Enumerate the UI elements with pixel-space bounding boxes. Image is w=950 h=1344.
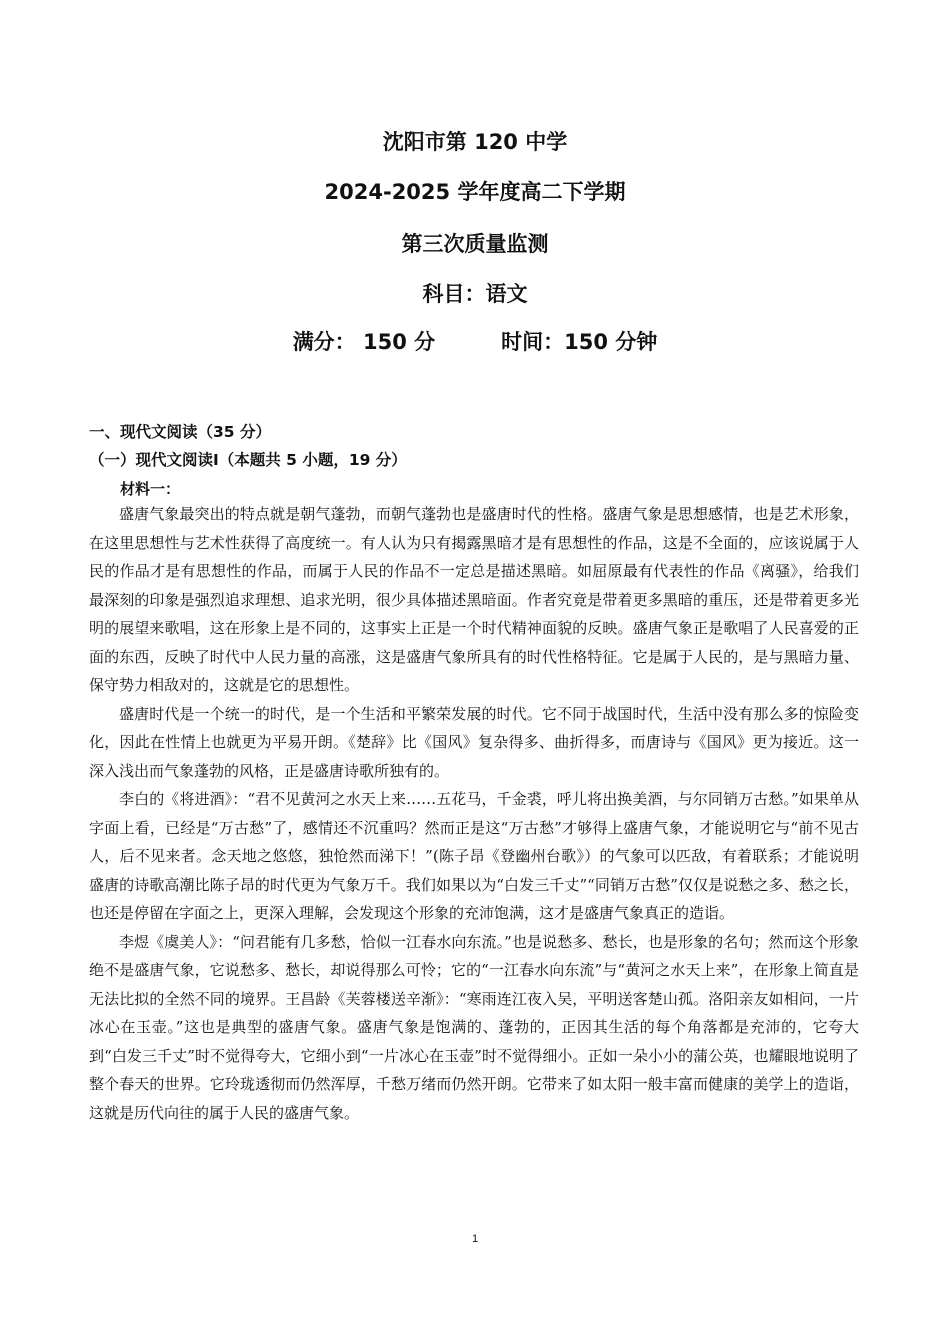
subject-title: 科目：语文 bbox=[422, 282, 528, 306]
exam-duration: 时间：150 分钟 bbox=[501, 330, 658, 354]
material-label: 材料一： bbox=[120, 480, 181, 498]
reading-passage bbox=[89, 500, 859, 1127]
full-score: 满分： 150 分 bbox=[292, 330, 436, 354]
exam-title: 第三次质量监测 bbox=[401, 232, 549, 256]
passage-paragraph: 李煜《虞美人》：“问君能有几多愁，恰似一江春水向东流。”也是说愁多、愁长，也是形象的名句；然而这个形象绝不是盛唐气象，它说愁多、愁长，却说得那么可怜；它的“一江春水向东流”与“黄河之水天上来”，在形象上简直是无法比拟的全然不同的境界。王昌龄《芙蓉楼送辛渐》：“寒雨连江夜入吴，平明送客楚山孤。洛阳亲友如相问，一片冰心在玉壶。”这也是典型的盛唐气象。盛唐气象是饱满的、蓬勃的，正因其生活的每个角落都是充沛的，它夸大到“白发三千丈”时不觉得夸大，它细小到“一片冰心在玉壶”时不觉得细小。正如一朵小小的蒲公英，也耀眼地说明了整个春天的世界。它玲珑透彻而仍然浑厚，千愁万绪而仍然开朗。它带来了如太阳一般丰富而健康的美学上的造诣，这就是历代向往的属于人民的盛唐气象。 bbox=[89, 932, 859, 1122]
part-title: 一、现代文阅读（35 分） bbox=[89, 423, 271, 441]
score-time-line bbox=[0, 326, 950, 356]
school-title: 沈阳市第 120 中学 bbox=[382, 130, 568, 154]
passage-paragraph: 李白的《将进酒》：“君不见黄河之水天上来……五花马，千金裘，呼儿将出换美酒，与尔同销万古愁。”如果单从字面上看，已经是“万古愁”了，感情还不沉重吗？然而正是这“万古愁”才够得上盛唐气象，才能说明它与“前不见古人，后不见来者。念天地之悠悠，独怆然而涕下！”(陈子昂《登幽州台歌》）的气象可以匹敌，有着联系；才能说明盛唐的诗歌高潮比陈子昂的时代更为气象万千。我们如果以为“白发三千丈”“同销万古愁”仅仅是说愁之多、愁之长，也还是停留在字面之上，更深入理解，会发现这个形象的充沛饱满，这才是盛唐气象真正的造诣。 bbox=[89, 790, 859, 922]
sub-section-title: （一）现代文阅读Ⅰ（本题共 5 小题，19 分） bbox=[89, 451, 407, 469]
page-number: 1 bbox=[471, 1233, 479, 1245]
passage-paragraph: 盛唐气象最突出的特点就是朝气蓬勃，而朝气蓬勃也是盛唐时代的性格。盛唐气象是思想感情，也是艺术形象，在这里思想性与艺术性获得了高度统一。有人认为只有揭露黑暗才是有思想性的作品，这是不全面的，应该说属于人民的作品才是有思想性的作品，而属于人民的作品不一定总是描述黑暗。如屈原最有代表性的作品《离骚》，给我们最深刻的印象是强烈追求理想、追求光明，很少具体描述黑暗面。作者究竟是带着更多黑暗的重压，还是带着更多光明的展望来歌唱，这在形象上是不同的，这事实上正是一个时代精神面貌的反映。盛唐气象正是歌唱了人民喜爱的正面的东西，反映了时代中人民力量的高涨，这是盛唐气象所具有的时代性格特征。它是属于人民的，是与黑暗力量、保守势力相敌对的，这就是它的思想性。 bbox=[89, 505, 859, 694]
term-title: 2024-2025 学年度高二下学期 bbox=[324, 180, 626, 204]
passage-paragraph: 盛唐时代是一个统一的时代，是一个生活和平繁荣发展的时代。它不同于战国时代，生活中没有那么多的惊险变化，因此在性情上也就更为平易开朗。《楚辞》比《国风》复杂得多、曲折得多，而唐诗与《国风》更为接近。这一深入浅出而气象蓬勃的风格，正是盛唐诗歌所独有的。 bbox=[89, 704, 859, 780]
